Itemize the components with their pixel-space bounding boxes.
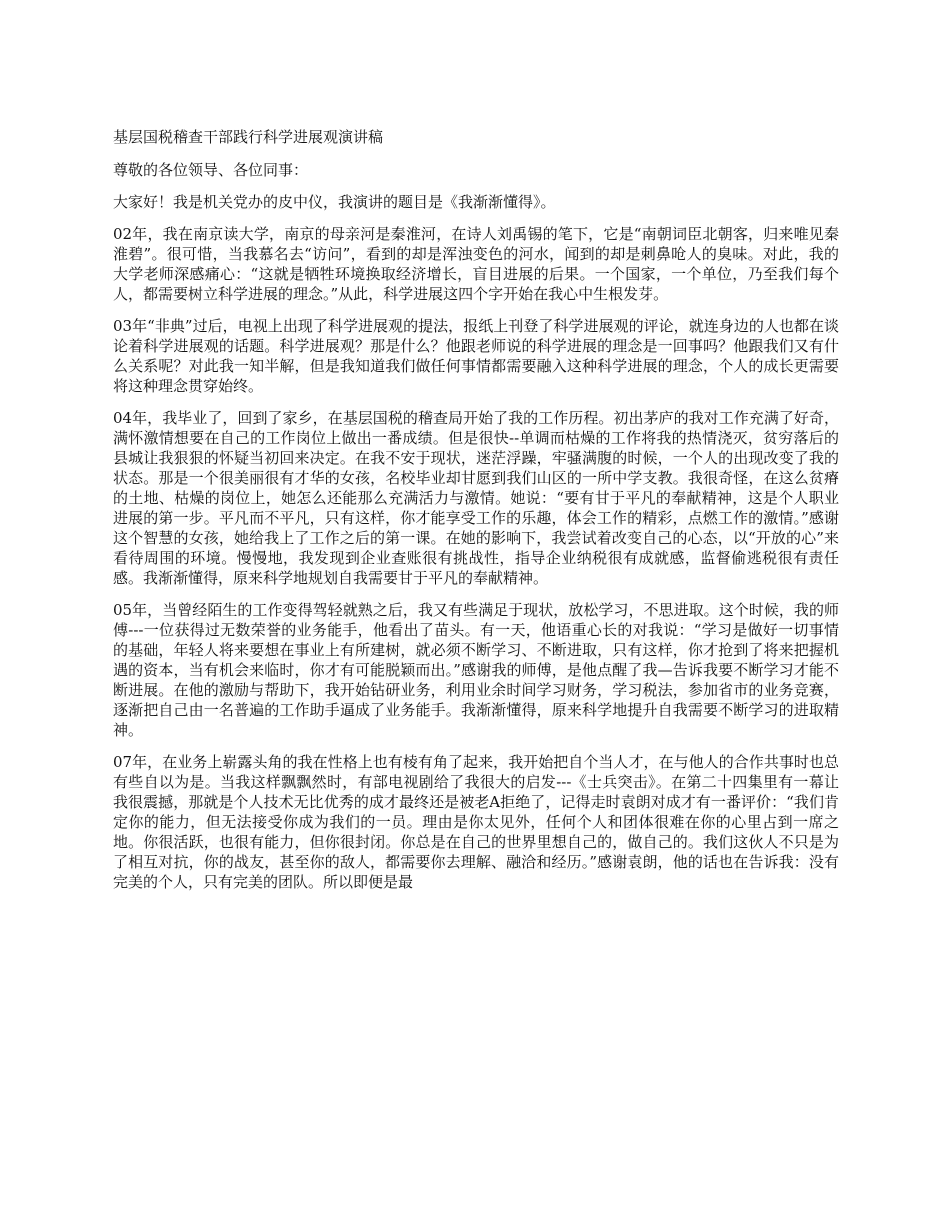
greeting-paragraph: 大家好！我是机关党办的皮中仪，我演讲的题目是《我渐渐懂得》。 bbox=[113, 193, 556, 211]
document-title: 基层国税稽查干部践行科学进展观演讲稿 bbox=[113, 128, 384, 146]
body-paragraph-2007: 07年，在业务上崭露头角的我在性格上也有棱有角了起来，我开始把自个当人才，在与他人的合作共事时也总有些自以为是。当我这样飘飘然时，有部电视剧给了我很大的启发---《士兵突击》。在第二十四集里有一幕让我很震撼，那就是个人技术无比优秀的成才最终还是被老A拒绝了，记得走时袁朗对成才有一番评价：“我们肯定你的能力，但无法接受你成为我们的一员。理由是你太见外，任何个人和团体很难在你的心里占到一席之地。你很活跃，也很有能力，但你很封闭。你总是在自己的世界里想自己的，做自己的。我们这伙人不只是为了相互对抗，你的战友，甚至你的敌人，都需要你去理解、融洽和经历。”感谢袁朗，他的话也在告诉我：没有完美的个人，只有完美的团队。所以即便是最 bbox=[113, 753, 839, 891]
salutation-paragraph: 尊敬的各位领导、各位同事： bbox=[113, 161, 309, 179]
body-paragraph-2005: 05年，当曾经陌生的工作变得驾轻就熟之后，我又有些满足于现状，放松学习，不思进取。这个时候，我的师傅---一位获得过无数荣誉的业务能手，他看出了苗头。有一天，他语重心长的对我说：“学习是做好一切事情的基础，年轻人将来要想在事业上有所建树，就必须不断学习、不断进取，只有这样，你才抢到了将来把握机遇的资本，当有机会来临时，你才有可能脱颖而出。”感谢我的师傅，是他点醒了我—告诉我要不断学习才能不断进展。在他的激励与帮助下，我开始钻研业务，利用业余时间学习财务，学习税法，参加省市的业务竞赛，逐渐把自己由一名普遍的工作助手逼成了业务能手。我渐渐懂得，原来科学地提升自我需要不断学习的进取精神。 bbox=[113, 601, 839, 739]
document-page bbox=[113, 127, 839, 904]
body-paragraph-2003: 03年“非典”过后，电视上出现了科学进展观的提法，报纸上刊登了科学进展观的评论，就连身边的人也都在谈论着科学进展观的话题。科学进展观？那是什么？他跟老师说的科学进展的理念是一回事吗？他跟我们又有什么关系呢？对此我一知半解，但是我知道我们做任何事情都需要融入这种科学进展的理念，个人的成长更需要将这种理念贯穿始终。 bbox=[113, 317, 839, 395]
body-paragraph-2004: 04年，我毕业了，回到了家乡，在基层国税的稽查局开始了我的工作历程。初出茅庐的我对工作充满了好奇，满怀激情想要在自己的工作岗位上做出一番成绩。但是很快--单调而枯燥的工作将我的热情浇灭，贫穷落后的县城让我狠狠的怀疑当初回来决定。在我不安于现状，迷茫浮躁，牢骚满腹的时候，一个人的出现改变了我的状态。那是一个很美丽很有才华的女孩，名校毕业却甘愿到我们山区的一所中学支教。我很奇怪，在这么贫瘠的土地、枯燥的岗位上，她怎么还能那么充满活力与激情。她说：“要有甘于平凡的奉献精神，这是个人职业进展的第一步。平凡而不平凡，只有这样，你才能享受工作的乐趣，体会工作的精彩，点燃工作的激情。”感谢这个智慧的女孩，她给我上了工作之后的第一课。在她的影响下，我尝试着改变自己的心态，以“开放的心”来看待周围的环境。慢慢地，我发现到企业查账很有挑战性，指导企业纳税很有成就感，监督偷逃税很有责任感。我渐渐懂得，原来科学地规划自我需要甘于平凡的奉献精神。 bbox=[113, 409, 839, 587]
body-paragraph-2002: 02年，我在南京读大学，南京的母亲河是秦淮河，在诗人刘禹锡的笔下，它是“南朝词臣北朝客，归来唯见秦淮碧”。很可惜，当我慕名去“访问”，看到的却是浑浊变色的河水，闻到的却是刺鼻呛人的臭味。对此，我的大学老师深感痛心：“这就是牺牲环境换取经济增长，盲目进展的后果。一个国家，一个单位，乃至我们每个人，都需要树立科学进展的理念。”从此，科学进展这四个字开始在我心中生根发芽。 bbox=[113, 225, 839, 303]
